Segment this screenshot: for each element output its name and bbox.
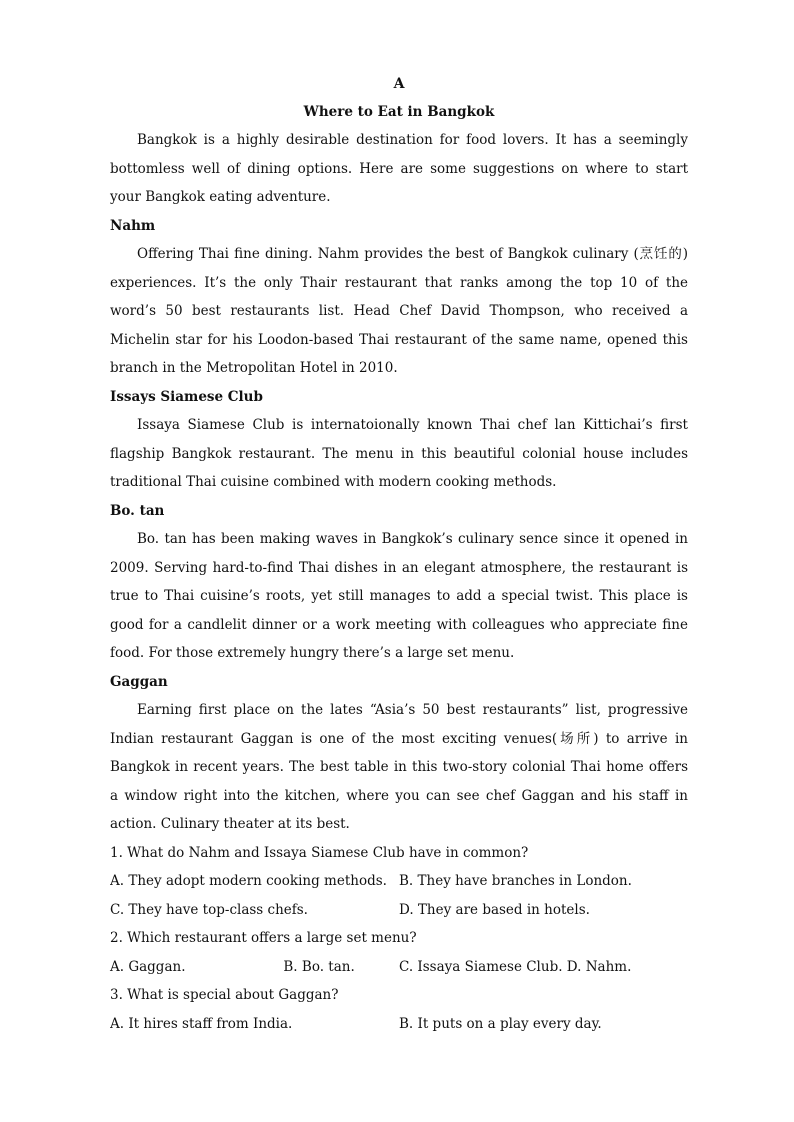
passage-title: Where to Eat in Bangkok	[303, 104, 495, 120]
question-2-options	[110, 953, 688, 982]
option-c: C. They have top-class chefs.	[110, 901, 308, 918]
restaurant-paragraph: Offering Thai fine dining. Nahm provides the best of Bangkok culinary (烹饪的) experiences. It’s the only Thair restaurant that ranks among the top 10 of the word’s 50 best restaurants list. Head Chef David Thompson, who received a Michelin star for his Loodon-based Thai restaurant of the same name, opened this branch in the Metropolitan Hotel in 2010.	[110, 246, 688, 376]
intro-paragraph: Bangkok is a highly desirable destination for food lovers. It has a seemingly bottomless well of dining options. Here are some suggestions on where to start your Bangkok eating adventure.	[110, 132, 688, 205]
option-d: D. They are based in hotels.	[399, 901, 590, 918]
option-a: A. Gaggan.	[110, 958, 186, 975]
option-b: B. Bo. tan.	[283, 958, 355, 975]
option-c-d: C. Issaya Siamese Club. D. Nahm.	[398, 958, 632, 975]
question-1-options	[110, 867, 688, 924]
restaurant-heading: Bo. tan	[110, 502, 165, 519]
restaurant-heading: Nahm	[110, 217, 156, 234]
restaurant-paragraph: Bo. tan has been making waves in Bangkok’s culinary sence since it opened in 2009. Serving hard-to-find Thai dishes in an elegant atmosphere, the restaurant is true to Thai cuisine’s roots, yet still manages to add a special twist. This place is good for a candlelit dinner or a work meeting with colleagues who appreciate fine food. For those extremely hungry there’s a large set menu.	[110, 531, 688, 661]
option-b: B. They have branches in London.	[399, 873, 632, 889]
restaurant-heading: Issays Siamese Club	[110, 388, 263, 405]
question-3: 3. What is special about Gaggan?	[110, 987, 339, 1003]
section-letter: A	[393, 76, 405, 92]
restaurant-heading: Gaggan	[110, 673, 168, 690]
question-3-options	[110, 1010, 688, 1039]
reading-passage	[110, 70, 688, 1038]
restaurant-paragraph: Earning first place on the lates “Asia’s 50 best restaurants” list, progressive Indian restaurant Gaggan is one of the most exciting venues(场所) to arrive in Bangkok in recent years. The best table in this two-story colonial Thai home offers a window right into the kitchen, where you can see chef Gaggan and his staff in action. Culinary theater at its best.	[110, 702, 688, 832]
option-b: B. It puts on a play every day.	[399, 1015, 602, 1032]
option-a: A. They adopt modern cooking methods.	[110, 873, 387, 889]
restaurant-paragraph: Issaya Siamese Club is internatoionally known Thai chef lan Kittichai’s first flagship Bangkok restaurant. The menu in this beautiful colonial house includes traditional Thai cuisine combined with modern cooking methods.	[110, 417, 688, 490]
option-a: A. It hires staff from India.	[110, 1015, 293, 1032]
question-1: 1. What do Nahm and Issaya Siamese Club have in common?	[110, 844, 529, 861]
question-2: 2. Which restaurant offers a large set menu?	[110, 930, 417, 946]
